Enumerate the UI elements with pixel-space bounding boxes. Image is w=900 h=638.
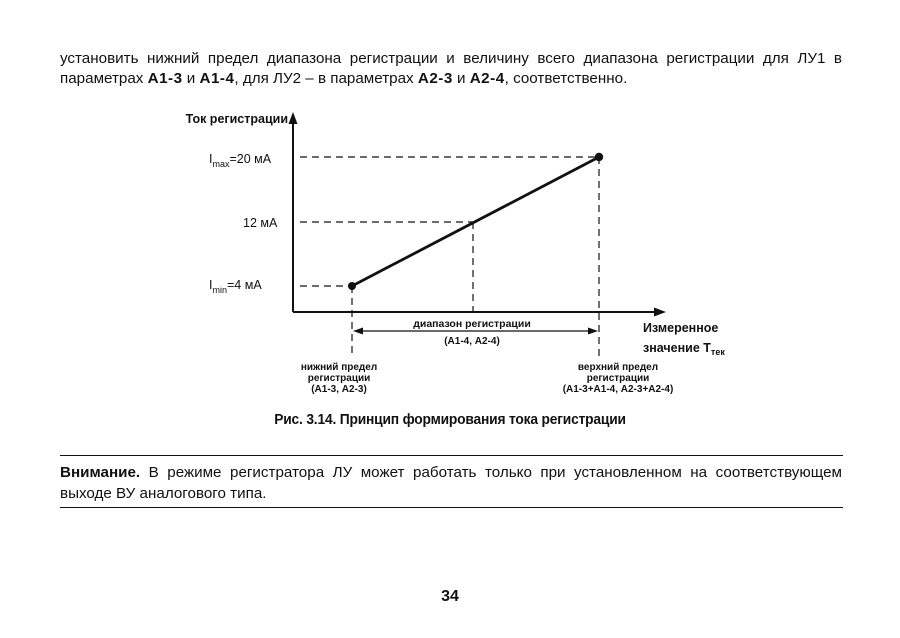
notice-top-rule (60, 455, 843, 456)
range-arrow-right-icon (588, 328, 598, 335)
param-a2-3: А2-3 (417, 70, 453, 87)
intro-text-2: , для ЛУ2 – в параметрах (234, 70, 418, 87)
notice-text: В режиме регистратора ЛУ может работать только при установленном на соответствующем выходе ВУ аналогового типа. (60, 464, 842, 502)
upper-limit-line2: регистрации (586, 373, 650, 384)
imin-label: $I_{min}=4$ мА (209, 278, 262, 295)
intro-and-1: и (182, 70, 200, 87)
lower-limit-line1: нижний предел (300, 362, 378, 373)
lower-limit-line3: (А1-3, А2-3) (311, 384, 367, 395)
range-arrow-left-icon (353, 328, 363, 335)
upper-limit-line1: верхний предел (577, 362, 659, 373)
x-axis-arrow-icon (654, 308, 666, 317)
param-a1-4: А1-4 (199, 70, 235, 87)
notice-bottom-rule (60, 507, 843, 508)
intro-and-2: и (452, 70, 470, 87)
point-min (348, 282, 356, 290)
figure-caption: Рис. 3.14. Принцип формирования тока регистрации (274, 411, 626, 428)
range-params: (А1-4, А2-4) (444, 336, 500, 347)
param-a1-3: А1-3 (147, 70, 183, 87)
point-max (595, 153, 603, 161)
y-axis-label: Ток регистрации (185, 112, 288, 126)
upper-limit-line3: (А1-3+А1-4, А2-3+А2-4) (562, 384, 674, 395)
intro-text-3: , соответственно. (504, 70, 628, 87)
notice-label: Внимание. (60, 464, 141, 481)
intro-text-1: установить нижний предел диапазона регистрации и величину всего диапазона регистрации для ЛУ1 в параметрах (60, 50, 842, 87)
y-axis-arrow-icon (289, 112, 298, 124)
mid-label: 12 мА (243, 216, 278, 230)
range-label: диапазон регистрации (413, 318, 531, 330)
page-number: 34 (441, 588, 459, 605)
imax-label: $I_{max}=20$ мА (209, 152, 272, 169)
notice-block (60, 462, 842, 504)
param-a2-4: А2-4 (469, 70, 505, 87)
lower-limit-line2: регистрации (307, 373, 371, 384)
x-axis-label-line2: значение $T_{тек}$ (643, 341, 725, 357)
x-axis-label-line1: Измеренное (643, 321, 719, 335)
